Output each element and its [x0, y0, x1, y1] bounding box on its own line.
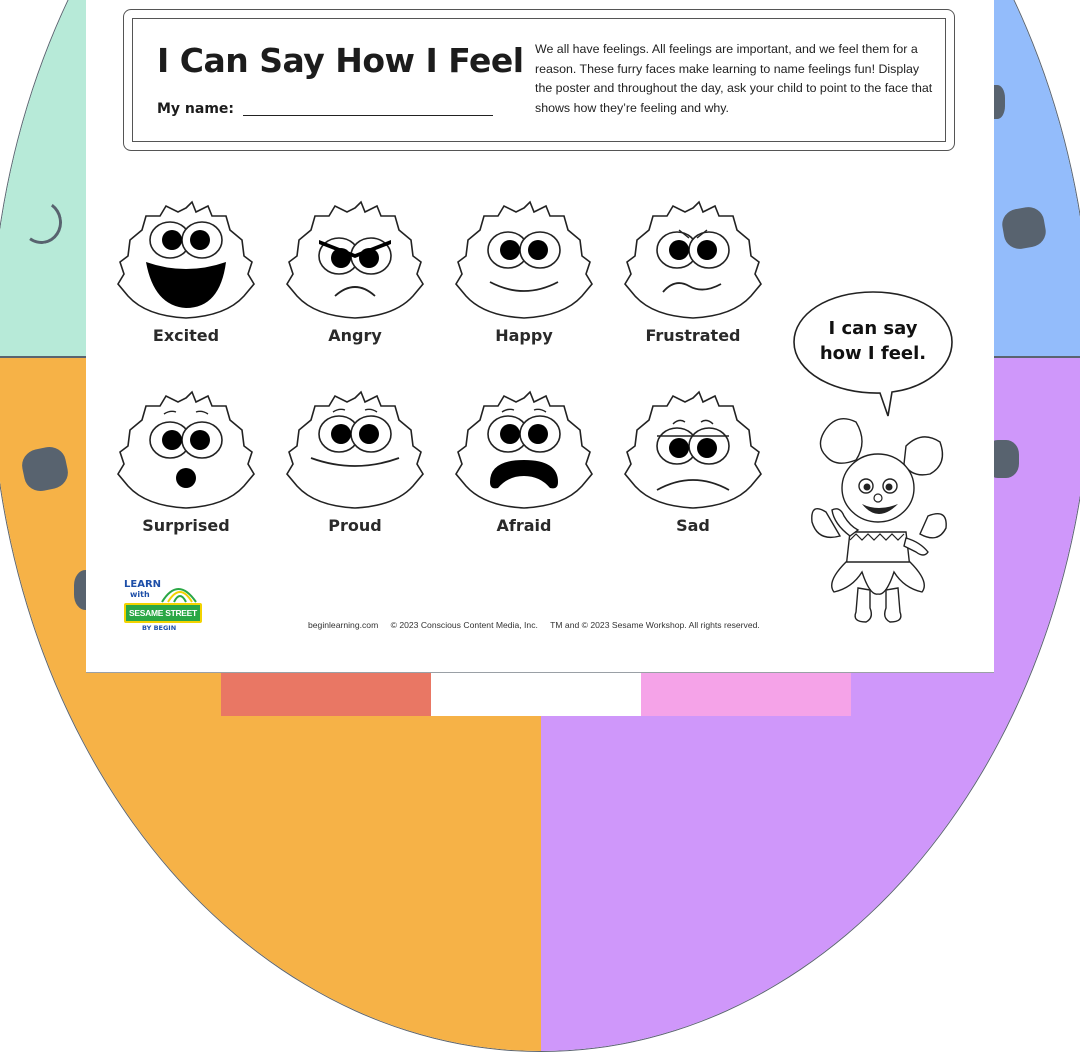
quadrant-pink	[641, 666, 851, 716]
header-box	[123, 9, 955, 151]
poster-title: I Can Say How I Feel	[157, 41, 524, 80]
face-label: Frustrated	[645, 326, 741, 345]
face-label: Sad	[676, 516, 710, 535]
name-field-line[interactable]	[243, 115, 493, 116]
furry-face-angry-icon	[285, 200, 425, 320]
name-label: My name:	[157, 101, 235, 117]
quadrant-coral	[221, 666, 431, 716]
face-excited	[116, 200, 256, 350]
logo-sesame-street-sign: SESAME STREET	[124, 603, 202, 623]
quadrant-white	[431, 666, 641, 716]
logo-by-begin: BY BEGIN	[142, 624, 177, 632]
face-angry	[285, 200, 425, 350]
face-label: Proud	[328, 516, 382, 535]
footer-credits	[308, 620, 770, 630]
furry-face-excited-icon	[116, 200, 256, 320]
logo-with-text: with	[130, 590, 150, 599]
furry-face-proud-icon	[285, 390, 425, 510]
poster-card	[86, 0, 994, 672]
intro-paragraph: We all have feelings. All feelings are important, and we feel them for a reason. These furry faces make learning to name feelings fun! Display the poster and throughout the day, ask your child to point to the face that shows how they’re feeling and why.	[535, 42, 933, 115]
speech-line-2: how I feel.	[819, 343, 927, 364]
fairy-character-illustration	[806, 412, 956, 631]
face-label: Angry	[328, 326, 382, 345]
learn-with-sesame-street-logo	[122, 576, 202, 636]
face-label: Happy	[495, 326, 553, 345]
face-proud	[285, 390, 425, 540]
face-label: Excited	[152, 326, 220, 345]
face-label: Afraid	[496, 516, 552, 535]
face-label: Surprised	[142, 516, 230, 535]
speech-bubble-text	[792, 316, 954, 366]
footer-website[interactable]: beginlearning.com	[308, 620, 379, 630]
furry-face-surprised-icon	[116, 390, 256, 510]
speech-bubble	[792, 290, 954, 420]
face-surprised	[116, 390, 256, 540]
furry-face-happy-icon	[454, 200, 594, 320]
header-inner-border	[132, 18, 946, 142]
face-sad	[623, 390, 763, 540]
face-frustrated	[623, 200, 763, 350]
speech-line-1: I can say	[828, 318, 918, 339]
footer-copyright-begin: © 2023 Conscious Content Media, Inc.	[390, 620, 538, 630]
furry-face-sad-icon	[623, 390, 763, 510]
furry-face-frustrated-icon	[623, 200, 763, 320]
face-happy	[454, 200, 594, 350]
face-afraid	[454, 390, 594, 540]
rainbow-arc-icon	[160, 576, 200, 604]
logo-learn-text: LEARN	[124, 579, 162, 590]
footer-copyright-sesame: TM and © 2023 Sesame Workshop. All rights reserved.	[550, 620, 760, 630]
furry-face-afraid-icon	[454, 390, 594, 510]
fairy-character-icon	[806, 412, 956, 627]
